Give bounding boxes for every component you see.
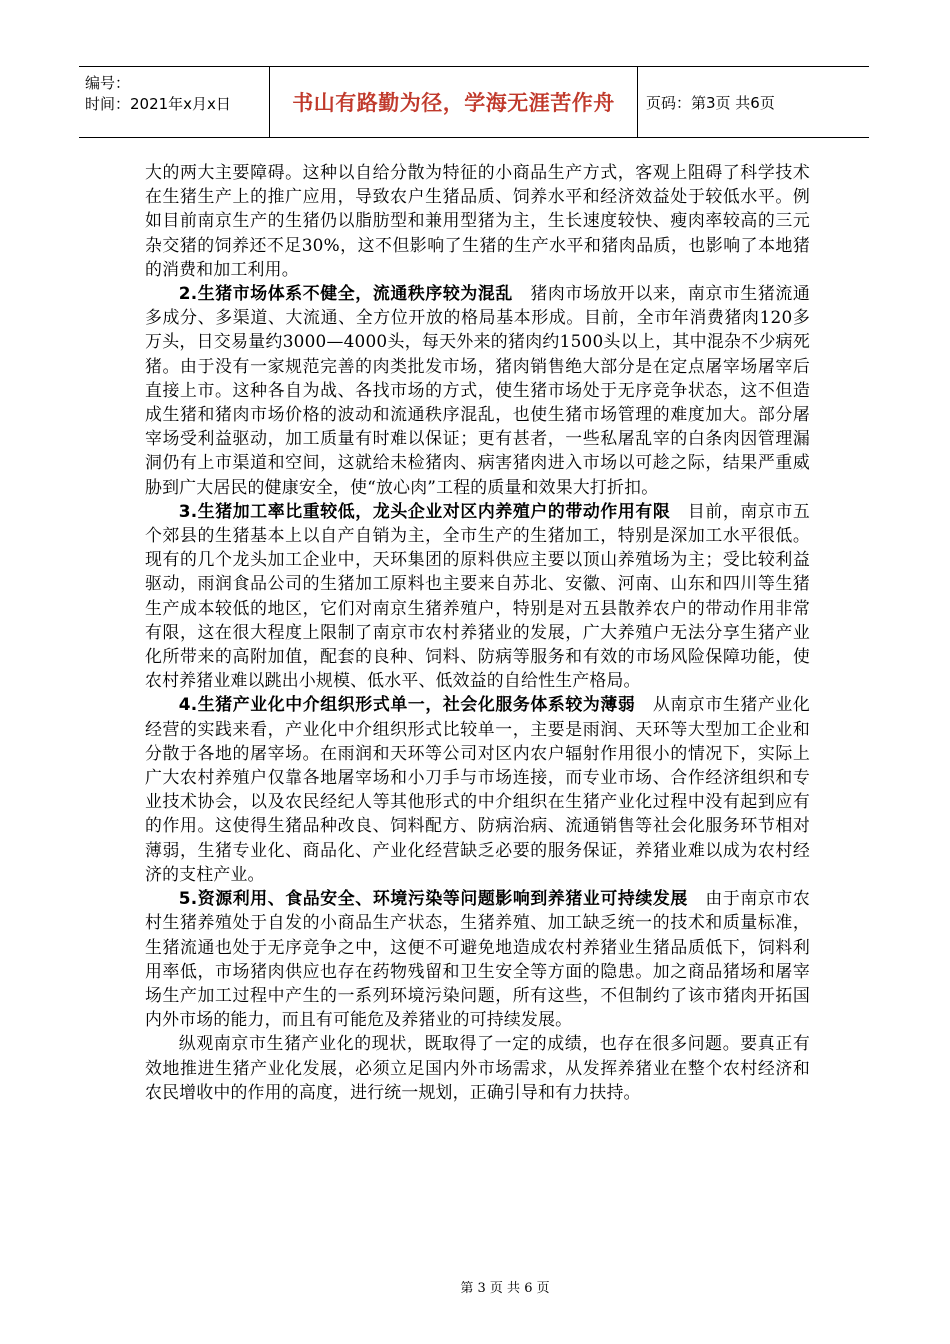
page-footer xyxy=(0,1277,950,1296)
header-motto: 书山有路勤为径，学海无涯苦作舟 xyxy=(270,67,638,137)
footer-page-number: 第 3 页 共 6 页 xyxy=(460,1281,550,1296)
paragraph-heading: 2.生猪市场体系不健全，流通秩序较为混乱 xyxy=(178,283,513,304)
paragraph-processing-rate xyxy=(145,499,810,693)
paragraph-text: 从南京市生猪产业化经营的实践来看，产业化中介组织形式比较单一，主要是雨润、天环等大型加工企业和分散于各地的屠宰场。在雨润和天环等公司对区内农户辐射作用很小的情况下，实际上广大农村养殖户仅靠各地屠宰场和小刀手与市场连接，而专业市场、合作经济组织和专业技术协会，以及农民经纪人等其他形式的中介组织在生猪产业化过程中没有起到应有的作用。这使得生猪品种改良、饲料配方、防病治病、流通销售等社会化服务环节相对薄弱，生猪专业化、商品化、产业化经营缺乏必要的服务保证，养猪业难以成为农村经济的支柱产业。 xyxy=(145,694,810,884)
paragraph-heading: 3.生猪加工率比重较低，龙头企业对区内养殖户的带动作用有限 xyxy=(178,500,671,521)
paragraph-conclusion: 纵观南京市生猪产业化的现状，既取得了一定的成绩，也存在很多问题。要真正有效地推进生猪产业化发展，必须立足国内外市场需求，从发挥养猪业在整个农村经济和农民增收中的作用的高度，进行统一规划，正确引导和有力扶持。 xyxy=(145,1033,810,1102)
paragraph-text: 目前，南京市五个郊县的生猪基本上以自产自销为主，全市生产的生猪加工，特别是深加工水平很低。现有的几个龙头加工企业中，天环集团的原料供应主要以顶山养殖场为主；受比较利益驱动，雨润食品公司的生猪加工原料也主要来自苏北、安徽、河南、山东和四川等生猪生产成本较低的地区，它们对南京生猪养殖户，特别是对五县散养农户的带动作用非常有限，这在很大程度上限制了南京市农村养猪业的发展，广大养殖户无法分享生猪产业化所带来的高附加值，配套的良种、饲料、防病等服务和有效的市场风险保障功能，使农村养猪业难以跳出小规模、低水平、低效益的自给性生产格局。 xyxy=(145,500,810,691)
document-time-label: 时间：2021年x月x日 xyxy=(85,95,231,113)
paragraph-sustainability xyxy=(145,886,810,1031)
document-number-label: 编号： xyxy=(85,74,131,92)
page-header xyxy=(79,66,869,138)
paragraph-heading: 4.生猪产业化中介组织形式单一，社会化服务体系较为薄弱 xyxy=(178,694,636,715)
paragraph-continuation: 大的两大主要障碍。这种以自给分散为特征的小商品生产方式，客观上阻碍了科学技术在生猪生产上的推广应用，导致农户生猪品质、饲养水平和经济效益处于较低水平。例如目前南京生产的生猪仍以脂肪型和兼用型猪为主，生长速度较快、瘦肉率较高的三元杂交猪的饲养还不足30%，这不但影响了生猪的生产水平和猪肉品质，也影响了本地猪的消费和加工利用。 xyxy=(145,162,810,279)
paragraph-heading: 5.资源利用、食品安全、环境污染等问题影响到养猪业可持续发展 xyxy=(178,888,688,909)
paragraph-intermediary xyxy=(145,692,810,886)
paragraph-text: 由于南京市农村生猪养殖处于自发的小商品生产状态，生猪养殖、加工缺乏统一的技术和质量标准，生猪流通也处于无序竞争之中，这便不可避免地造成农村养猪业生猪品质低下，饲料利用率低，市场猪肉供应也存在药物残留和卫生安全等方面的隐患。加之商品猪场和屠宰场生产加工过程中产生的一系列环境污染问题，所有这些，不但制约了该市猪肉开拓国内外市场的能力，而且有可能危及养猪业的可持续发展。 xyxy=(145,888,811,1030)
paragraph-text: 猪肉市场放开以来，南京市生猪流通多成分、多渠道、大流通、全方位开放的格局基本形成。目前，全市年消费猪肉120多万头，日交易量约3000—4000头，每天外来的猪肉约1500头以上，其中混杂不少病死猪。由于没有一家规范完善的肉类批发市场，猪肉销售绝大部分是在定点屠宰场屠宰后直接上市。这种各自为战、各找市场的方式，使生猪市场处于无序竞争状态，这不但造成生猪和猪肉市场价格的波动和流通秩序混乱，也使生猪市场管理的难度加大。部分屠宰场受利益驱动，加工质量有时难以保证；更有甚者，一些私屠乱宰的白条肉因管理漏洞仍有上市渠道和空间，这就给未检猪肉、病害猪肉进入市场以可趁之际，结果严重威胁到广大居民的健康安全，使“放心肉”工程的质量和效果大打折扣。 xyxy=(145,283,810,497)
paragraph-market-system xyxy=(145,281,810,499)
document-body xyxy=(145,160,810,1104)
header-page-info: 页码：第3页 共6页 xyxy=(646,93,775,112)
header-meta xyxy=(79,67,270,137)
